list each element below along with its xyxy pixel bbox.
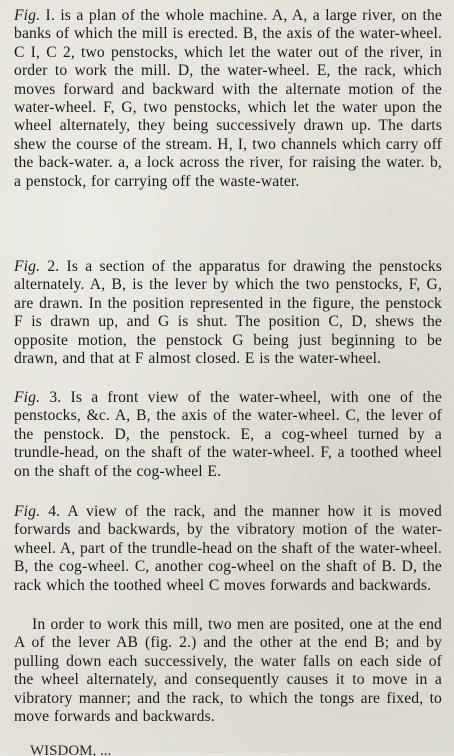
fig-label: Fig. xyxy=(14,258,41,275)
paragraph-text: In order to work this mill, two men are posited, one at the end A of the lever AB (fig. 2.) and the other at the end B; and by pulling down each successively, the water falls on each side of the wheel alternately, and consequently causes it to move in a vibratory manner; and the rack, to which the tongs are fixed, to move forwards and backwards. xyxy=(14,616,442,726)
fig-label: Fig. xyxy=(14,389,41,406)
paragraph-fig-1 xyxy=(14,7,442,191)
paragraph-fig-2 xyxy=(14,258,442,368)
paragraph-text: 2. Is a section of the apparatus for drawing the penstocks alternately. A, B, is the lever by which the two penstocks, F, G, are drawn. In the position represented in the figure, the penstock F is drawn up, and G is shut. The position C, D, shews the opposite motion, the penstock G being just beginning to be drawn, and that at F almost closed. E is the water-wheel. xyxy=(14,258,442,368)
paragraph-text: 3. Is a front view of the water-wheel, with one of the penstocks, &c. A, B, the axis of the water-wheel. C, the lever of the penstock. D, the penstock. E, a cog-wheel turned by a trundle-head, on the shaft of the water-wheel. F, a toothed wheel on the shaft of the cog-wheel E. xyxy=(14,389,442,480)
fig-label: Fig. xyxy=(14,503,41,520)
paragraph-fig-3 xyxy=(14,389,442,481)
paragraph-text: I. is a plan of the whole machine. A, A, a large river, on the banks of which the mill is erected. B, the axis of the water-wheel. C I, C 2, two penstocks, which let the water out of the river, in order to work the mill. D, the water-wheel. E, the rack, which moves forward and backward with the alternate motion of the water-wheel. F, G, two penstocks, which let the water upon the wheel alternately, they being successively drawn up. The darts shew the course of the stream. H, I, two channels which carry off the back-water. a, a lock across the river, for raising the water. b, a penstock, for carrying off the waste-water. xyxy=(14,7,442,190)
paragraph-fig-4 xyxy=(14,503,442,595)
paragraph-text: 4. A view of the rack, and the manner how it is moved forwards and backwards, by the vibratory motion of the water-wheel. A, part of the trundle-head on the shaft of the water-wheel. B, the cog-wheel. C, another cog-wheel on the shaft of B. D, the rack which the toothed wheel C moves forwards and backwards. xyxy=(14,503,442,594)
fig-label: Fig. xyxy=(14,7,41,24)
paragraph-operation xyxy=(14,616,442,726)
cutoff-next-entry: WISDOM, ... xyxy=(30,743,112,756)
